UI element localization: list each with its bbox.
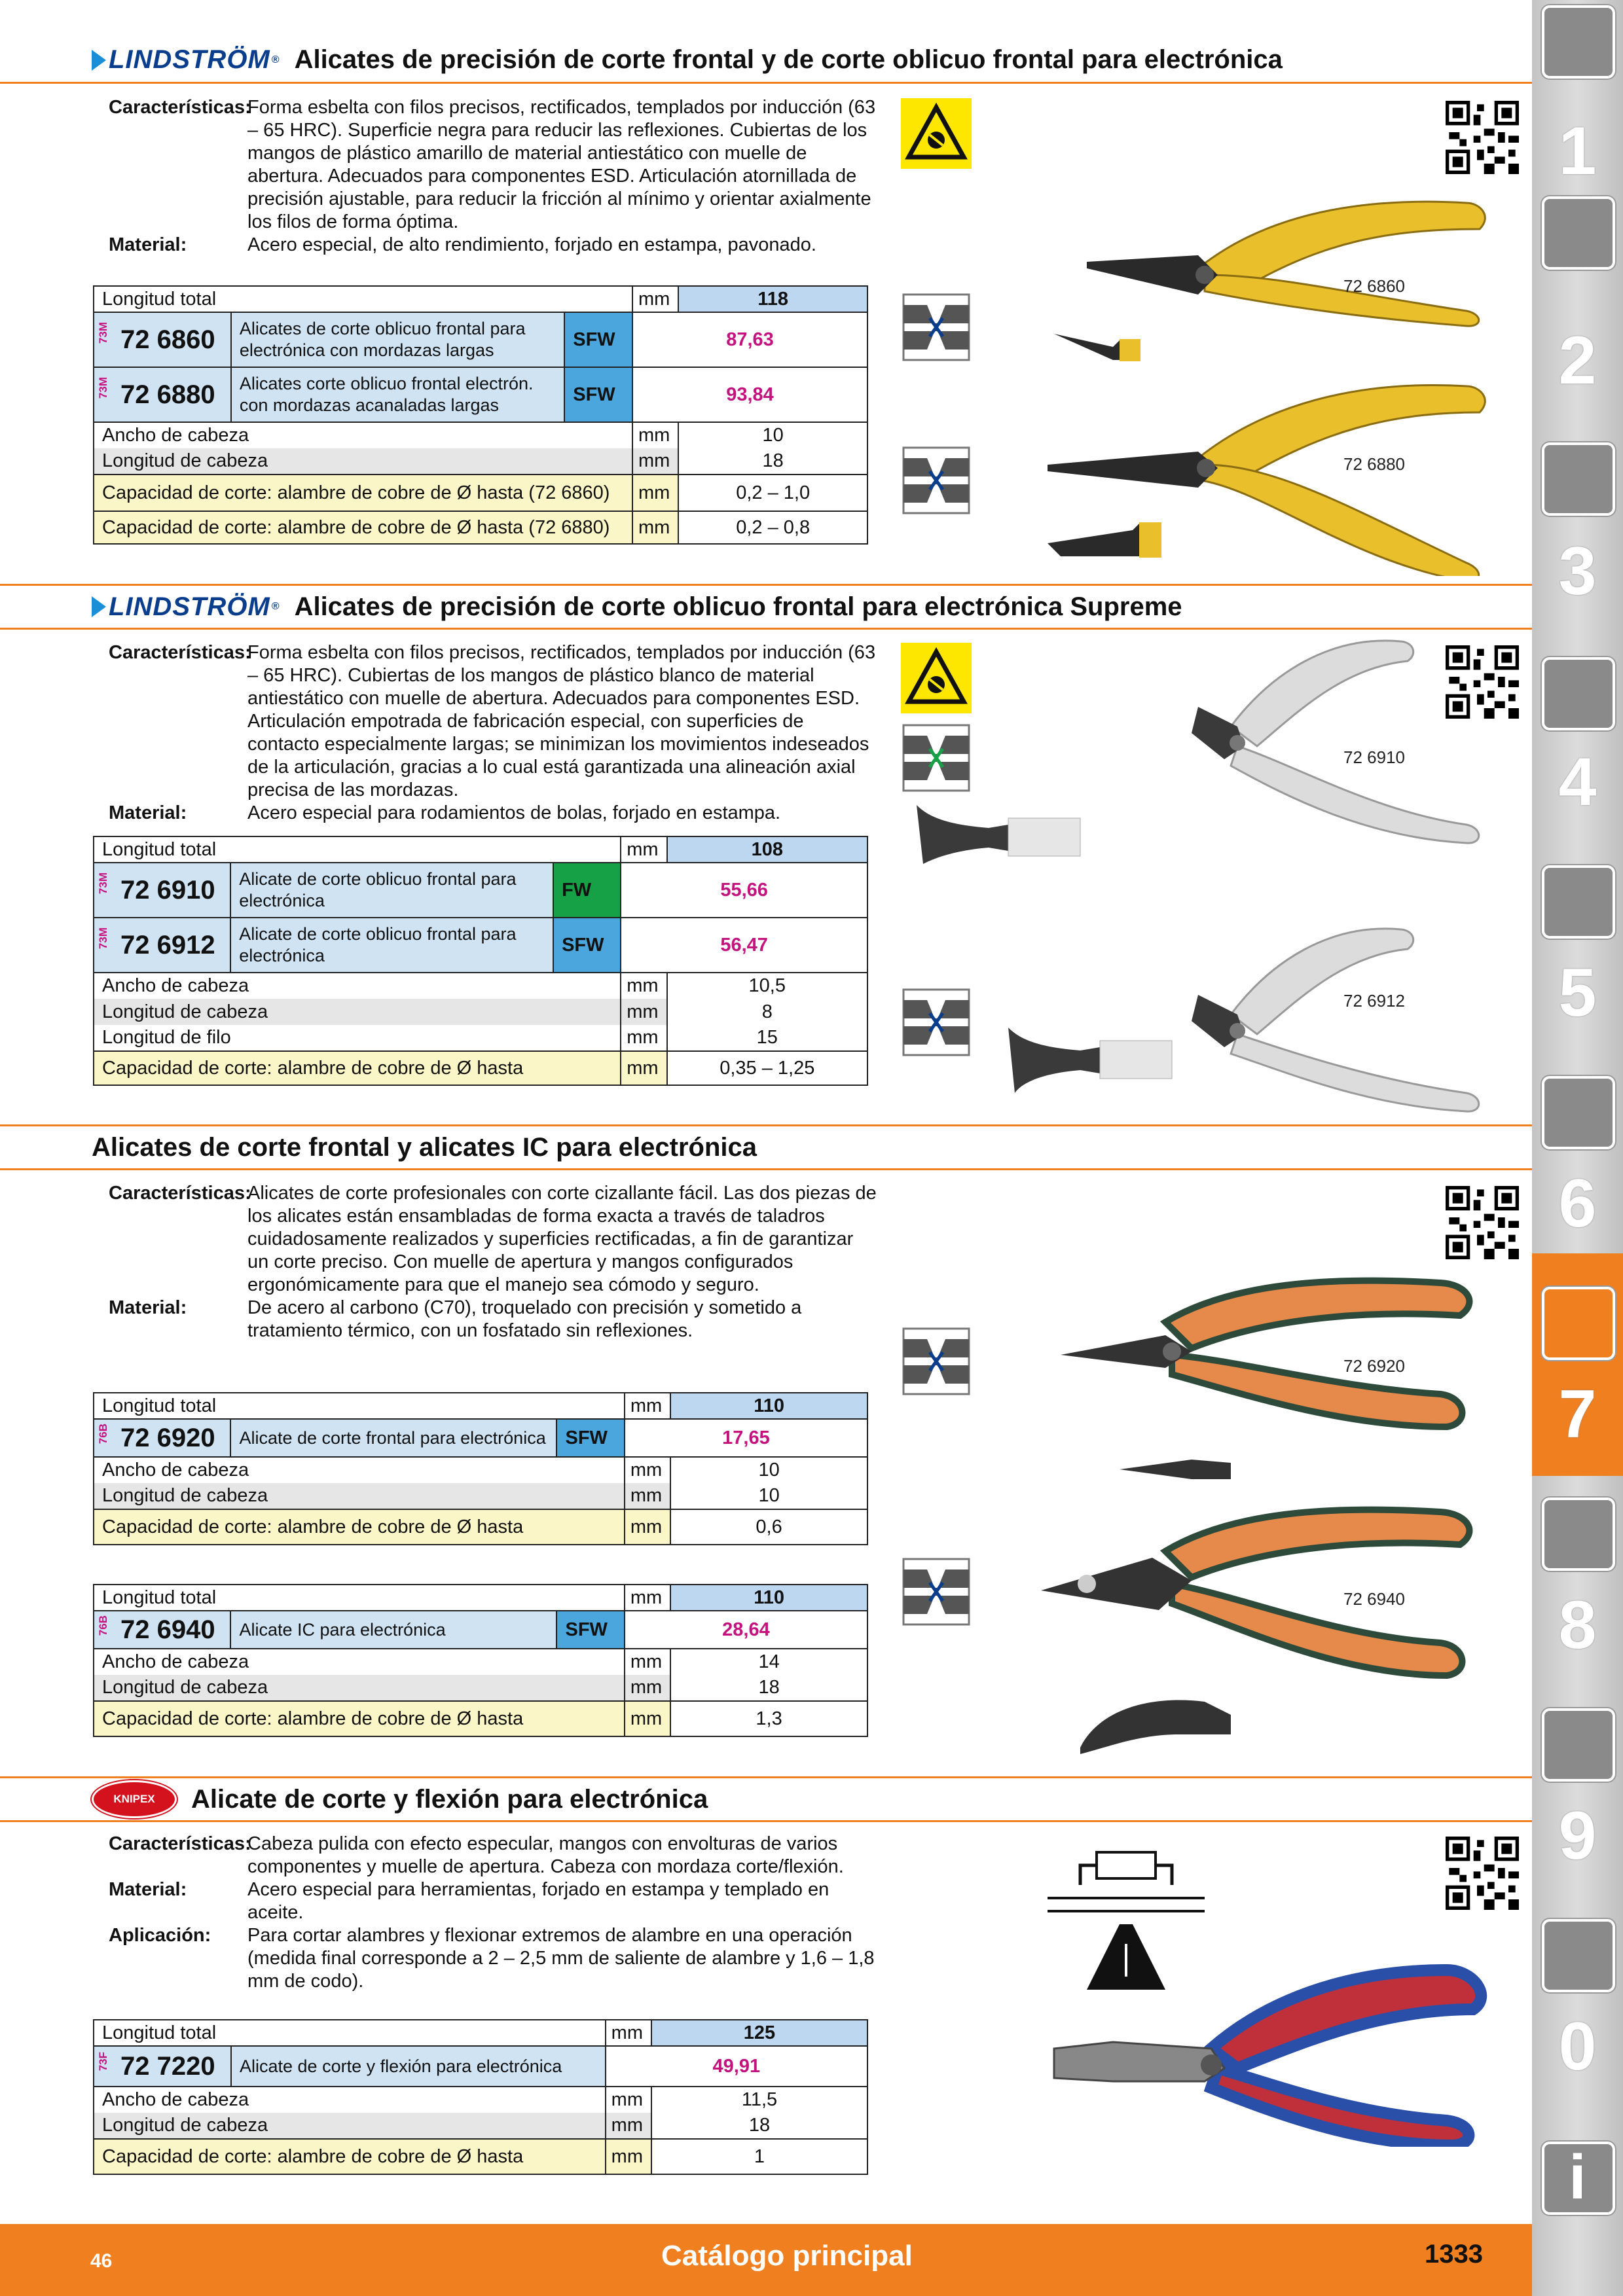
table-row[interactable]: 73M 72 6912 Alicate de corte oblicuo frontal para electrónica SFW 56,47 [94,918,867,973]
chapter-number[interactable]: 1 [1558,113,1597,189]
price: 28,64 [625,1611,867,1649]
spec-table: Longitud total mm 110 76B 72 6920 Alicate de corte frontal para electrónica SFW 17,65 Ancho de cabeza mm 10 Longitud de cabeza mm 10 Capacidad de corte: alambre de cobre de Ø hasta mm 0,6 [93,1392,868,1545]
section-title: Alicates de precisión de corte frontal y de corte oblicuo frontal para electrónica [294,45,1283,74]
cut-capacity-label: Capacidad de corte: alambre de cobre de Ø hasta [94,1509,625,1545]
section-header [0,584,1532,630]
spec-table: Longitud total mm 125 73F 72 7220 Alicate de corte y flexión para electrónica 49,91 Ancho de cabeza mm 11,5 Longitud de cabeza mm 18 Capacidad de corte: alambre de cobre de Ø hasta mm 1 [93,2019,868,2175]
material-text: Acero especial, de alto rendimiento, forjado en estampa, pavonado. [247,234,816,255]
material-label: Material: [109,234,187,255]
chapter-number[interactable]: 3 [1558,533,1597,609]
tool-cabinet-icon[interactable] [1542,1708,1615,1782]
table-row[interactable]: 73M 72 6880 Alicates corte oblicuo frontal electrón. con mordazas acanaladas largas SFW 93,84 [94,367,867,422]
lindstrom-logo: LINDSTRÖM ® [92,45,280,75]
features-label: Características: [109,642,251,663]
plier-tip-image [910,798,1106,870]
material-text: Acero especial para rodamientos de bolas, forjado en estampa. [247,802,781,823]
image-label: 72 6940 [1343,1589,1405,1609]
cut-capacity-label: Capacidad de corte: alambre de cobre de Ø hasta (72 6860) [94,475,632,511]
plier-tip-image [1113,1450,1244,1489]
product-description [109,1833,878,1993]
product-description [109,1182,878,1342]
article-code: 72 6940 [120,1615,215,1644]
cut-type-icon [901,723,972,793]
tag-badge: SFW [564,367,632,422]
total-length-value: 110 [670,1393,867,1419]
plier-tip-image [1002,1021,1198,1100]
lindstrom-logo: LINDSTRÖM ® [92,592,280,622]
table-row[interactable]: 76B 72 6920 Alicate de corte frontal para electrónica SFW 17,65 [94,1419,867,1457]
tag-badge: SFW [564,312,632,367]
toolbox-icon[interactable] [1542,1498,1615,1571]
article-name: Alicate de corte oblicuo frontal para electrónica [230,863,553,918]
price: 49,91 [606,2046,867,2087]
material-label: Material: [109,802,187,823]
article-name: Alicate de corte frontal para electrónica [230,1419,556,1457]
image-label: 72 6910 [1343,747,1405,767]
article-name: Alicate de corte y flexión para electrónica [231,2046,606,2087]
total-length-label: Longitud total [94,836,621,863]
price: 87,63 [632,312,867,367]
cut-type-icon [901,292,972,363]
table-row[interactable]: 76B 72 6940 Alicate IC para electrónica SFW 28,64 [94,1611,867,1649]
article-code: 72 6860 [120,325,215,354]
article-code: 72 6910 [120,875,215,905]
total-length-label: Longitud total [94,2020,606,2046]
section-header [0,1776,1532,1822]
section-title: Alicate de corte y flexión para electrónica [191,1784,708,1814]
price: 17,65 [625,1419,867,1457]
chapter-number[interactable]: 2 [1558,323,1597,399]
plier-tip-image [1041,504,1185,563]
cut-type-icon [901,1326,972,1397]
tag-badge: SFW [556,1611,624,1649]
plier-image [1034,1270,1493,1453]
features-text: Forma esbelta con filos precisos, rectificados, templados por inducción (63 – 65 HRC). Cubiertas de los mangos de plástico blanco de material antiestático con muelle de abertura. Adecuados para componentes ESD. Articulación empotrada de fabricación especial, con superficies de contacto especialmente largas; se minimizan los movimientos indeseados de la articulación, gracias a lo cual está garantizada una alineación axial precisa de las mordazas. [247,642,876,800]
tag-badge: SFW [556,1419,624,1457]
chapter-number[interactable]: 4 [1558,744,1597,820]
article-code: 72 7220 [120,2051,215,2081]
spec-table: Longitud total mm 118 73M 72 6860 Alicates de corte oblicuo frontal para electrónica con mordazas largas SFW 87,63 73M 72 6880 Alicates corte oblicuo frontal electrón. con mordazas acanaladas largas SFW 93,84 Ancho de cabeza mm 10 Longitud de cabeza mm 18 Capacidad de corte: alambre de cobre de Ø hasta (72 6860) mm 0,2 – 1,0 Capacidad de corte: alambre de cobre de Ø hasta (72 6880) mm 0,2 – 0,8 [93,285,868,545]
material-label: Material: [109,1297,187,1318]
safety-equipment-icon[interactable] [1542,1919,1615,1992]
price: 93,84 [632,367,867,422]
total-length-label: Longitud total [94,1585,625,1611]
application-text: Para cortar alambres y flexionar extremos de alambre en una operación (medida final corresponde a 2 – 2,5 mm de saliente de alambre y 1,6 – 1,8 mm de codo). [247,1925,875,1992]
esd-warning-icon [901,98,972,169]
section-header [0,1124,1532,1170]
table-row[interactable]: 73M 72 6860 Alicates de corte oblicuo frontal para electrónica con mordazas largas SFW 87,63 [94,312,867,367]
cut-capacity-label: Capacidad de corte: alambre de cobre de Ø hasta [94,2139,606,2174]
tool-holder-icon[interactable] [1542,442,1615,516]
features-text: Alicates de corte profesionales con corte cizallante fácil. Las dos piezas de los alicates están ensambladas de forma exacta a través de taladros cuidadosamente realizados y superficies rectificadas, a fin de garantizar un corte preciso. Con muelle de apertura y mangos configurados ergonómicamente para que el manejo sea cómodo y seguro. [247,1183,877,1295]
plier-tip-image [1048,327,1146,367]
image-label: 72 6880 [1343,454,1405,474]
spec-table: Longitud total mm 108 73M 72 6910 Alicate de corte oblicuo frontal para electrónica FW 55,66 73M 72 6912 Alicate de corte oblicuo frontal para electrónica SFW 56,47 Ancho de cabeza mm 10,5 Longitud de cabeza mm 8 Longitud de filo mm 15 Capacidad de corte: alambre de cobre de Ø hasta mm 0,35 – 1,25 [93,836,868,1086]
article-name: Alicate IC para electrónica [230,1611,556,1649]
catalog-title: Catálogo principal [661,2240,913,2272]
spec-table: Longitud total mm 110 76B 72 6940 Alicate IC para electrónica SFW 28,64 Ancho de cabeza mm 14 Longitud de cabeza mm 18 Capacidad de corte: alambre de cobre de Ø hasta mm 1,3 [93,1584,868,1737]
features-label: Características: [109,1183,251,1204]
product-description [109,641,878,825]
article-code: 72 6912 [120,930,215,960]
total-length-value: 108 [667,836,867,863]
price: 56,47 [621,918,867,973]
cut-capacity-label: Capacidad de corte: alambre de cobre de Ø hasta [94,1701,625,1736]
tag-badge: FW [553,863,621,918]
cut-capacity-label: Capacidad de corte: alambre de cobre de Ø hasta (72 6880) [94,511,632,544]
price: 55,66 [621,863,867,918]
chapter-number[interactable]: 9 [1558,1798,1597,1874]
material-label: Material: [109,1879,187,1900]
total-length-label: Longitud total [94,1393,625,1419]
chapter-number[interactable]: 8 [1558,1587,1597,1663]
image-label: 72 6860 [1343,276,1405,296]
article-name: Alicates corte oblicuo frontal electrón. con mordazas acanaladas largas [231,367,564,422]
table-row[interactable]: 73F 72 7220 Alicate de corte y flexión para electrónica 49,91 [94,2046,867,2087]
article-name: Alicates de corte oblicuo frontal para electrónica con mordazas largas [231,312,564,367]
plier-image [1041,1950,1493,2147]
page-number: 1333 [1425,2240,1483,2269]
total-length-label: Longitud total [94,286,632,312]
caliper-icon[interactable] [1542,657,1615,730]
chapter-number[interactable]: 5 [1558,955,1597,1031]
article-name: Alicate de corte oblicuo frontal para electrónica [230,918,553,973]
total-length-value: 118 [678,286,867,312]
pliers-hammer-icon[interactable] [1542,1287,1615,1360]
article-code: 72 6880 [120,380,215,409]
footer-left-number: 46 [90,2250,113,2272]
plier-tip-image [1074,1689,1244,1761]
product-description [109,96,878,257]
application-label: Aplicación: [109,1925,211,1946]
qr-code-icon[interactable] [1446,101,1519,174]
cut-capacity-label: Capacidad de corte: alambre de cobre de Ø hasta [94,1051,621,1085]
section-title: Alicates de precisión de corte oblicuo frontal para electrónica Supreme [294,592,1182,621]
features-text: Cabeza pulida con efecto especular, mangos con envolturas de varios componentes y muelle de apertura. Cabeza con mordaza corte/flexión. [247,1833,844,1877]
qr-code-icon[interactable] [1446,1186,1519,1259]
knipex-logo: KNIPEX [92,1780,177,1818]
qr-code-icon[interactable] [1446,1837,1519,1910]
cut-type-icon [901,445,972,516]
total-length-value: 110 [670,1585,867,1611]
cut-type-icon [901,987,972,1058]
plier-image [1034,1499,1493,1695]
tag-badge: SFW [553,918,621,973]
image-label: 72 6912 [1343,991,1405,1011]
plier-image [1048,628,1493,864]
wrench-screwdriver-icon[interactable] [1542,1076,1615,1149]
material-text: De acero al carbono (C70), troquelado con precisión y sometido a tratamiento térmico, con un fosfatado sin reflexiones. [247,1297,802,1341]
total-length-value: 125 [651,2020,867,2046]
drill-bit-icon[interactable] [1542,5,1615,79]
cut-type-icon [901,1556,972,1627]
features-label: Características: [109,97,251,118]
chapter-number-active[interactable]: 7 [1558,1376,1597,1452]
chapter-number[interactable]: 6 [1558,1166,1597,1242]
cutting-insert-icon[interactable] [1542,196,1615,270]
image-label: 72 6920 [1343,1356,1405,1376]
table-row[interactable]: 73M 72 6910 Alicate de corte oblicuo frontal para electrónica FW 55,66 [94,863,867,918]
section-header [0,38,1532,84]
features-label: Características: [109,1833,251,1854]
chapter-number[interactable]: 0 [1558,2009,1597,2085]
info-letter[interactable]: i [1569,2142,1586,2212]
plier-image [1048,177,1493,327]
features-text: Forma esbelta con filos precisos, rectificados, templados por inducción (63 – 65 HRC). Superficie negra para reducir las reflexiones. Cubiertas de los mangos de plástico amarillo de material antiestático con muelle de abertura. Adecuados para componentes ESD. Articulación atornillada de precisión ajustable, para reducir la fricción al mínimo y orientar axialmente los filos de forma óptima. [247,97,876,232]
section-title: Alicates de corte frontal y alicates IC para electrónica [92,1132,757,1162]
article-code: 72 6920 [120,1423,215,1452]
grinding-disc-icon[interactable] [1542,865,1615,939]
esd-warning-icon [901,643,972,713]
page-footer [0,2224,1532,2296]
material-text: Acero especial para herramientas, forjado en estampa y templado en aceite. [247,1879,830,1923]
